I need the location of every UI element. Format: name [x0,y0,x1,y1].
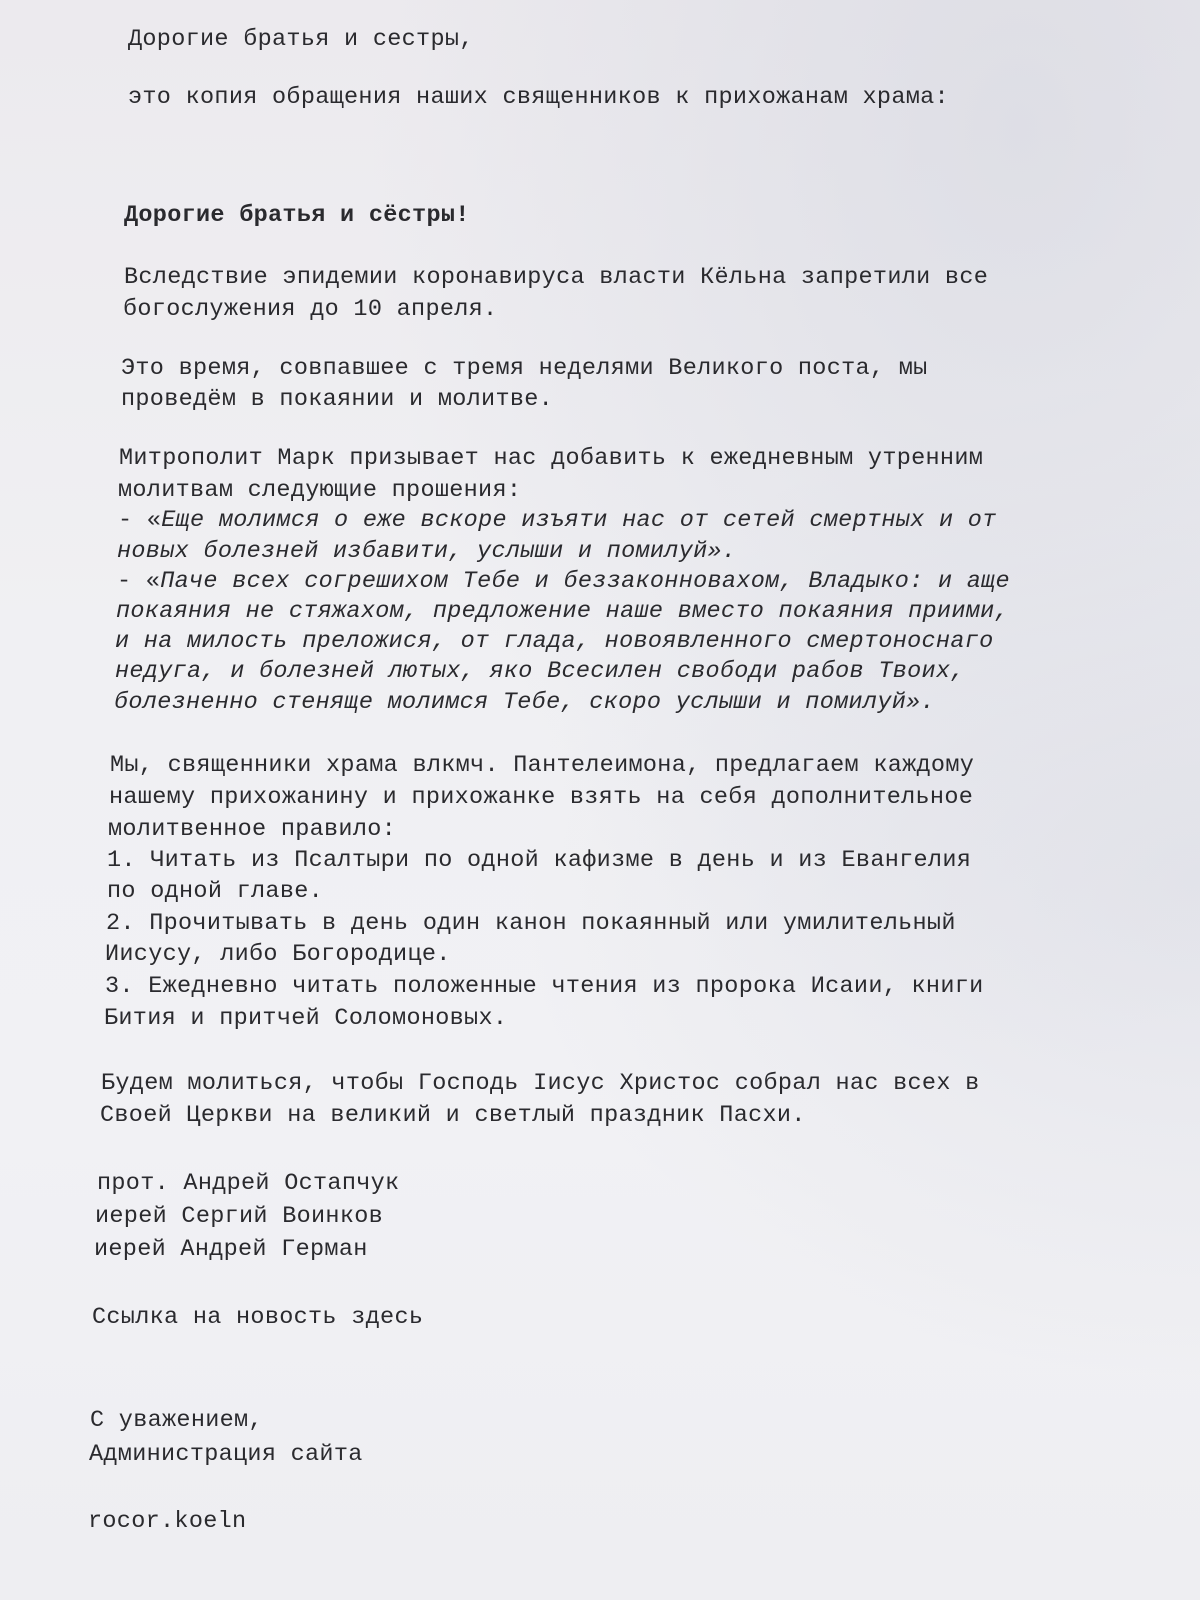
paragraph-5-line-1: Будем молиться, чтобы Господь Іисус Христос собрал нас всех в [101,1070,980,1097]
paragraph-2-line-2: проведём в покаянии и молитве. [121,386,554,413]
petition-2-line-1 [117,566,1010,597]
site-domain: rocor.koeln [88,1508,247,1535]
petition-2-prefix: - « [117,568,161,595]
paragraph-4-line-5: по одной главе. [107,878,324,905]
closing-line-1: С уважением, [90,1407,263,1434]
paragraph-4-line-1: Мы, священники храма влкмч. Пантелеимона, предлагаем каждому [110,752,975,779]
petition-2-line-5: болезненно стеняще молимся Тебе, скоро услыши и помилуй». [114,689,935,716]
paragraph-4-line-3: молитвенное правило: [108,816,397,843]
signature-1: прот. Андрей Остапчук [97,1170,400,1197]
paragraph-4-line-4: 1. Читать из Псалтыри по одной кафизме в день и из Евангелия [107,847,972,874]
petition-1-line-1 [118,505,997,536]
closing-line-2: Администрация сайта [89,1441,363,1468]
signature-3: иерей Андрей Герман [94,1236,368,1263]
paragraph-3-line-2: молитвам следующие прошения: [118,477,522,504]
petition-2-line-2: покаяния не стяжахом, предложение наше вместо покаяния приими, [116,598,1009,625]
paragraph-5-line-2: Своей Церкви на великий и светлый праздник Пасхи. [100,1102,806,1129]
petition-2-line-3: и на милость преложися, от глада, новоявленного смертоноснаго [115,628,994,655]
petition-2-text: Паче всех согрешихом Тебе и беззаконновахом, Владыко: и аще [160,568,1010,595]
paragraph-4-line-8: 3. Ежедневно читать положенные чтения из пророка Исаии, книги [105,973,984,1000]
petition-1-line-2: новых болезней избавити, услыши и помилуй». [117,538,737,565]
paragraph-2-line-1: Это время, совпавшее с тремя неделями Великого поста, мы [121,355,928,382]
petition-1-prefix: - « [118,507,162,534]
petition-1-text: Еще молимся о еже вскоре изъяти нас от сетей смертных и от [161,507,997,534]
paragraph-4-line-7: Иисусу, либо Богородице. [105,941,451,968]
paragraph-1-line-1: Вследствие эпидемии коронавируса власти Кёльна запретили все [124,264,989,291]
signature-2: иерей Сергий Воинков [95,1203,384,1230]
paragraph-3-line-1: Митрополит Марк призывает нас добавить к ежедневным утренним [119,445,984,472]
news-link-text: Ссылка на новость здесь [92,1304,424,1331]
paragraph-1-line-2: богослужения до 10 апреля. [123,296,498,323]
petition-2-line-4: недуга, и болезней лютых, яко Всесилен свободи рабов Твоих, [115,658,965,685]
paragraph-4-line-6: 2. Прочитывать в день один канон покаянный или умилительный [106,910,956,937]
paragraph-4-line-9: Бития и притчей Соломоновых. [104,1005,508,1032]
intro-line: это копия обращения наших священников к прихожанам храма: [128,84,949,111]
greeting: Дорогие братья и сестры, [128,26,474,53]
paragraph-4-line-2: нашему прихожанину и прихожанке взять на себя дополнительное [109,784,974,811]
letter-heading: Дорогие братья и сёстры! [124,202,470,229]
